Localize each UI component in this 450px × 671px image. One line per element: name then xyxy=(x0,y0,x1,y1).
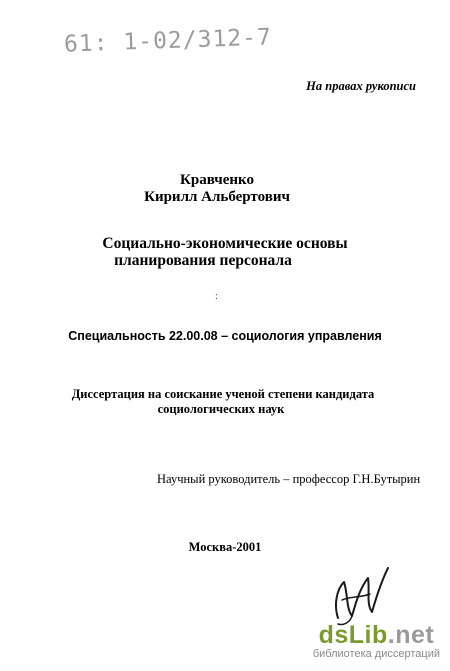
ink-speck: : xyxy=(215,291,218,302)
rights-notice: На правах рукописи xyxy=(306,79,416,93)
dslib-watermark xyxy=(313,622,440,661)
place-year: Москва-2001 xyxy=(188,540,262,554)
degree-line-1: Диссертация на соискание ученой степени кандидата xyxy=(71,387,375,401)
archive-stamp xyxy=(58,20,298,70)
title-line-2: планирования персонала xyxy=(114,252,292,269)
title-line-1: Социально-экономические основы xyxy=(102,235,348,252)
supervisor-line: Научный руководитель – профессор Г.Н.Бутырин xyxy=(157,472,421,486)
handwritten-signature xyxy=(330,560,394,630)
author-given-names: Кирилл Альбертович xyxy=(144,189,290,205)
watermark-tld: .net xyxy=(387,621,435,649)
degree-line-2: социологических наук xyxy=(157,402,285,416)
watermark-subtitle: библиотека диссертаций xyxy=(312,648,440,660)
watermark-brand: dsLib xyxy=(318,621,388,649)
author-surname: Кравченко xyxy=(180,172,254,188)
watermark-logo xyxy=(313,622,440,648)
specialty-line: Специальность 22.00.08 – социология управления xyxy=(68,329,382,343)
archive-stamp-text: 61: 1-02/312-7 xyxy=(63,24,273,58)
